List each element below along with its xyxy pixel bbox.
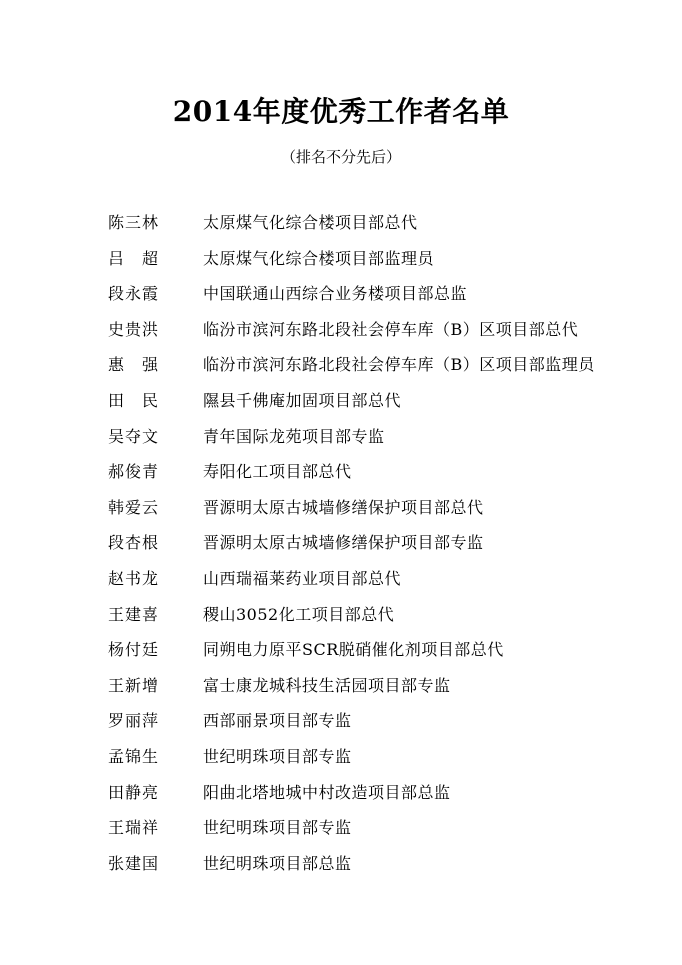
honoree-name: 田静亮 xyxy=(108,782,160,802)
list-item xyxy=(108,566,668,602)
honoree-name: 田 民 xyxy=(108,390,160,410)
honoree-name: 惠 强 xyxy=(108,355,160,375)
document-title: 2014年度优秀工作者名单 xyxy=(172,95,510,128)
honoree-name: 吴夺文 xyxy=(108,426,160,446)
honoree-role: 山西瑞福莱药业项目部总代 xyxy=(203,568,402,588)
list-item xyxy=(108,424,668,460)
honoree-role: 西部丽景项目部专监 xyxy=(203,711,352,731)
honoree-name: 韩爱云 xyxy=(108,497,160,517)
list-item xyxy=(108,637,668,673)
honoree-role: 晋源明太原古城墙修缮保护项目部总代 xyxy=(203,497,484,517)
honoree-name: 孟锦生 xyxy=(108,746,160,766)
list-item xyxy=(108,530,668,566)
list-item xyxy=(108,210,668,246)
honoree-role: 阳曲北塔地城中村改造项目部总监 xyxy=(203,782,451,802)
honoree-role: 中国联通山西综合业务楼项目部总监 xyxy=(203,284,468,304)
honoree-role: 世纪明珠项目部总监 xyxy=(203,853,352,873)
list-item xyxy=(108,744,668,780)
honoree-name: 罗丽萍 xyxy=(108,711,160,731)
honoree-role: 青年国际龙苑项目部专监 xyxy=(203,426,385,446)
honoree-role: 隰县千佛庵加固项目部总代 xyxy=(203,390,402,410)
list-item xyxy=(108,708,668,744)
honoree-role: 临汾市滨河东路北段社会停车库（B）区项目部总代 xyxy=(203,319,579,339)
honoree-role: 同朔电力原平SCR脱硝催化剂项目部总代 xyxy=(203,640,504,660)
list-item xyxy=(108,281,668,317)
honoree-name: 郝俊青 xyxy=(108,462,160,482)
honoree-name: 段永霞 xyxy=(108,284,160,304)
list-item xyxy=(108,352,668,388)
list-item xyxy=(108,851,668,887)
honoree-role: 晋源明太原古城墙修缮保护项目部专监 xyxy=(203,533,484,553)
list-item xyxy=(108,317,668,353)
honoree-name: 杨付廷 xyxy=(108,640,160,660)
honoree-name: 张建国 xyxy=(108,853,160,873)
honoree-name: 陈三林 xyxy=(108,213,160,232)
list-item xyxy=(108,459,668,495)
list-item xyxy=(108,815,668,851)
list-item xyxy=(108,780,668,816)
honoree-name: 赵书龙 xyxy=(108,568,160,588)
honoree-role: 世纪明珠项目部专监 xyxy=(203,746,352,766)
honoree-name: 段杏根 xyxy=(108,533,160,553)
document-subtitle: （排名不分先后） xyxy=(280,148,401,166)
honoree-role: 太原煤气化综合楼项目部监理员 xyxy=(203,248,435,268)
honoree-role: 寿阳化工项目部总代 xyxy=(203,462,352,482)
list-item xyxy=(108,495,668,531)
honoree-name: 史贵洪 xyxy=(108,319,160,339)
honoree-role: 太原煤气化综合楼项目部总代 xyxy=(203,213,418,232)
honoree-role: 稷山3052化工项目部总代 xyxy=(203,604,395,624)
honoree-name: 王瑞祥 xyxy=(108,818,160,838)
honoree-name: 吕 超 xyxy=(108,248,160,268)
list-item xyxy=(108,602,668,638)
list-item xyxy=(108,388,668,424)
honoree-role: 世纪明珠项目部专监 xyxy=(203,818,352,838)
list-item xyxy=(108,673,668,709)
honoree-role: 富士康龙城科技生活园项目部专监 xyxy=(203,675,451,695)
list-item xyxy=(108,246,668,282)
honoree-name: 王新增 xyxy=(108,675,160,695)
honoree-role: 临汾市滨河东路北段社会停车库（B）区项目部监理员 xyxy=(203,355,595,375)
honoree-list xyxy=(108,210,668,886)
honoree-name: 王建喜 xyxy=(108,604,160,624)
